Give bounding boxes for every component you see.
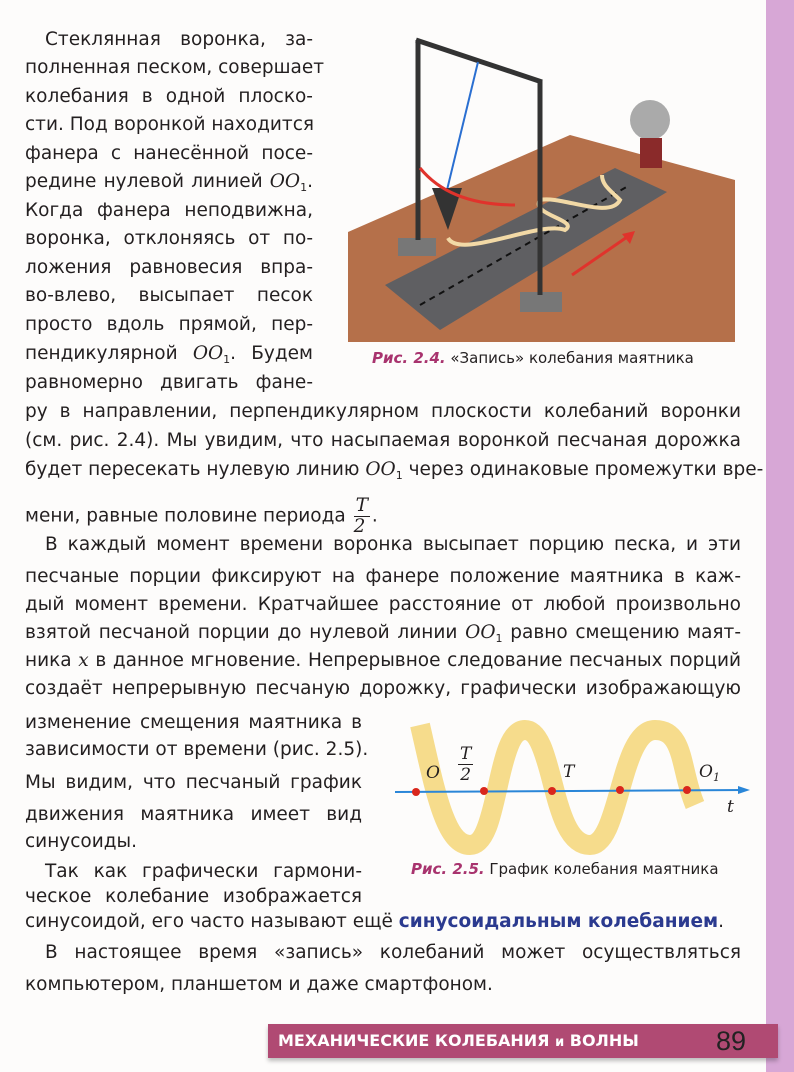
text-line	[25, 736, 369, 764]
text-segment: .	[307, 171, 313, 192]
figure-2-4-caption: Рис. 2.4. «Запись» колебания маятника	[372, 349, 694, 367]
text-line	[25, 908, 725, 936]
text-segment: сти. Под воронкой находится	[25, 114, 314, 135]
text-segment: пендикулярной	[25, 343, 193, 364]
text-line	[45, 858, 362, 886]
text-segment: просто вдоль прямой, пер-	[25, 314, 313, 335]
label-o1: $O_1$	[699, 762, 720, 784]
text-segment: x	[78, 650, 89, 671]
text-segment: OO	[269, 171, 301, 192]
text-segment: В каждый момент времени воронка высыпает порцию песка, и эти	[45, 534, 741, 555]
text-line	[45, 939, 741, 967]
fraction-part: T	[355, 495, 368, 516]
key-term: синусоидальным колебанием	[398, 911, 719, 932]
text-line	[25, 619, 741, 647]
text-line	[25, 369, 313, 397]
figure-pendulum-recording	[340, 20, 760, 345]
text-segment: во-влево, высыпает песок	[25, 285, 313, 306]
text-line	[25, 828, 362, 856]
sand-sinusoid	[420, 725, 695, 845]
text-segment: ника	[25, 650, 79, 671]
text-segment: равно смещению маят-	[502, 622, 742, 643]
text-segment: Мы видим, что песчаный график	[25, 772, 362, 793]
label-t-half: $\frac{T}{2}$	[460, 744, 472, 785]
text-line	[45, 26, 313, 54]
text-line	[45, 531, 741, 559]
text-segment: взятой песчаной порции до нулевой линии	[25, 622, 466, 643]
text-line	[25, 769, 362, 797]
text-segment: Когда фанера неподвижна,	[25, 200, 313, 221]
text-segment: ру в направлении, перпендикулярном плоскости колебаний воронки	[25, 401, 741, 422]
text-segment: 1	[495, 632, 503, 645]
text-segment: OO	[465, 622, 496, 643]
text-segment: Стеклянная воронка, за-	[45, 29, 313, 50]
text-segment: 1	[223, 353, 231, 366]
text-segment: 1	[300, 181, 308, 194]
text-segment: зависимости от времени (рис. 2.5).	[25, 739, 369, 760]
text-segment: воронка, отклоняясь от по-	[25, 228, 313, 249]
text-line	[25, 225, 313, 253]
text-line	[25, 282, 313, 310]
text-segment: ложения равновесия впра-	[25, 257, 313, 278]
text-segment: ческое колебание изображается	[25, 886, 362, 907]
chapter-title: МЕХАНИЧЕСКИЕ КОЛЕБАНИЯ и ВОЛНЫ	[278, 1031, 639, 1050]
text-segment: редине нулевой линией	[25, 171, 270, 192]
text-segment: создаёт непрерывную песчаную дорожку, графически изображающую	[25, 678, 741, 699]
text-segment: колебания в одной плоско-	[25, 86, 313, 107]
text-segment: OO	[192, 343, 224, 364]
text-line	[25, 340, 313, 368]
text-line	[25, 140, 313, 168]
text-segment: изменение смещения маятника в	[25, 712, 362, 733]
string	[447, 62, 478, 190]
text-line	[25, 647, 741, 675]
text-segment: .	[718, 911, 725, 932]
text-segment: синусоиды.	[25, 831, 138, 852]
text-line	[25, 563, 741, 591]
text-segment: синусоидой, его часто называют ещё	[25, 911, 399, 932]
label-t: T	[563, 762, 575, 782]
text-segment: OO	[365, 459, 396, 480]
text-segment: движения маятника имеет вид	[25, 804, 362, 825]
text-line	[25, 971, 625, 999]
page-edge-strip	[766, 0, 794, 1072]
text-line	[25, 197, 313, 225]
text-line	[25, 675, 741, 703]
text-line	[25, 427, 741, 455]
text-segment: равномерно двигать фане-	[25, 372, 313, 393]
text-line	[25, 398, 741, 426]
figure-2-5-caption: Рис. 2.5. График колебания маятника	[411, 860, 719, 878]
fraction-part: 2	[353, 516, 366, 537]
text-segment: (см. рис. 2.4). Мы увидим, что насыпаемая воронкой песчаная дорожка	[25, 430, 741, 451]
text-segment: через одинаковые промежутки вре-	[402, 459, 764, 480]
text-line	[25, 883, 362, 911]
text-line	[25, 83, 313, 111]
page-number: 89	[716, 1026, 747, 1056]
text-segment: в данное мгновение. Непрерывное следование песчаных порций	[88, 650, 742, 671]
text-line	[25, 495, 741, 537]
text-segment: Так как графически гармони-	[45, 861, 362, 882]
text-line	[25, 591, 741, 619]
text-line	[25, 801, 362, 829]
text-line	[25, 311, 313, 339]
text-segment: мени, равные половине периода	[25, 505, 352, 527]
text-line	[25, 54, 325, 82]
text-line	[25, 709, 362, 737]
text-segment: фанера с нанесённой посе-	[25, 143, 313, 164]
text-line	[25, 111, 313, 139]
text-segment: .	[371, 505, 378, 527]
text-segment: В настоящее время «запись» колебаний может осуществляться	[45, 942, 741, 963]
text-segment: будет пересекать нулевую линию	[25, 459, 366, 480]
text-line	[25, 456, 764, 484]
label-o: O	[426, 763, 440, 783]
text-line	[25, 168, 313, 196]
figure-sine-graph	[390, 710, 750, 860]
text-segment: полненная песком, совершает	[25, 57, 325, 78]
base-left	[398, 238, 436, 256]
text-segment: компьютером, планшетом и даже смартфоном.	[25, 974, 493, 995]
text-line	[25, 254, 313, 282]
text-segment: дый момент времени. Кратчайшее расстояние от любой произвольно	[25, 594, 741, 615]
text-segment: . Будем	[230, 343, 313, 364]
text-segment: 1	[395, 469, 403, 482]
label-axis-t: t	[727, 797, 734, 817]
scientist	[630, 100, 670, 140]
footer-bar	[268, 1024, 778, 1058]
text-segment: песчаные порции фиксируют на фанере положение маятника в каж-	[25, 566, 741, 587]
